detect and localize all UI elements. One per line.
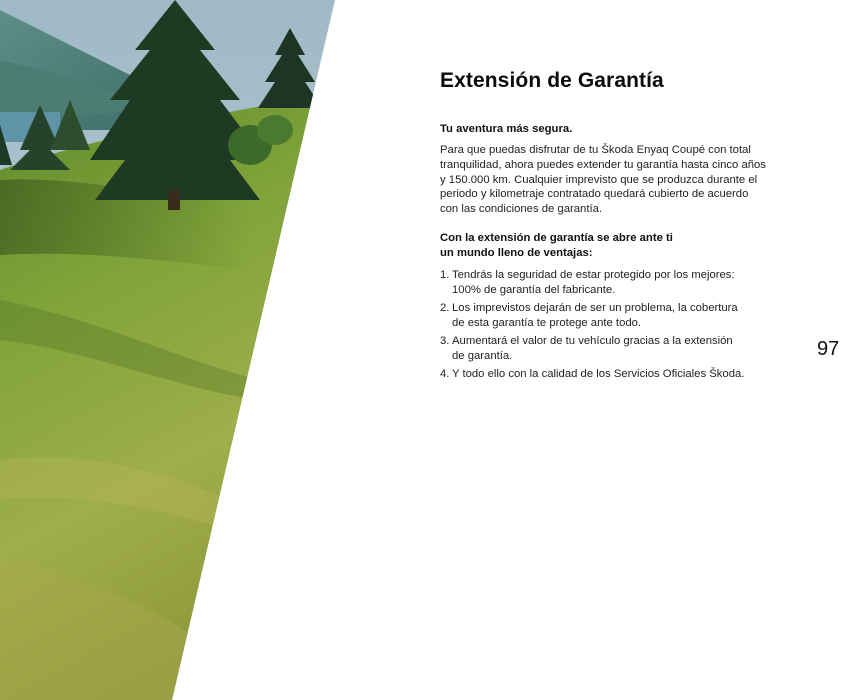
intro-paragraph bbox=[440, 143, 785, 217]
list-item bbox=[440, 334, 785, 364]
item-text bbox=[452, 367, 785, 382]
item-line: de esta garantía te protege ante todo. bbox=[452, 317, 642, 330]
item-line: Y todo ello con la calidad de los Servicios Oficiales Škoda. bbox=[452, 368, 745, 381]
paragraph-line: periodo y kilometraje contratado quedará cubierto de acuerdo bbox=[440, 188, 749, 201]
page-title: Extensión de Garantía bbox=[440, 69, 664, 92]
benefits-heading bbox=[440, 231, 700, 260]
paragraph-line: tranquilidad, ahora puedes extender tu garantía hasta cinco años bbox=[440, 158, 766, 171]
paragraph-line: Para que puedas disfrutar de tu Škoda Enyaq Coupé con total bbox=[440, 144, 751, 156]
lead-heading: Tu aventura más segura. bbox=[440, 123, 573, 135]
item-line: Los imprevistos dejarán de ser un problema, la cobertura bbox=[452, 302, 738, 315]
item-line: 100% de garantía del fabricante. bbox=[452, 284, 616, 297]
text-column bbox=[440, 64, 785, 385]
page-number: 97 bbox=[817, 338, 840, 360]
subheading-line: Con la extensión de garantía se abre ante ti bbox=[440, 231, 673, 244]
paragraph-line: con las condiciones de garantía. bbox=[440, 203, 603, 216]
subheading-line: un mundo lleno de ventajas: bbox=[440, 246, 593, 259]
item-text bbox=[452, 268, 785, 298]
item-text bbox=[452, 301, 785, 331]
item-text bbox=[452, 334, 785, 364]
item-line: Tendrás la seguridad de estar protegido por los mejores: bbox=[452, 269, 735, 282]
list-item bbox=[440, 268, 785, 298]
item-number: 4. bbox=[440, 368, 450, 381]
item-number: 2. bbox=[440, 302, 450, 315]
item-number: 3. bbox=[440, 335, 450, 348]
paragraph-line: y 150.000 km. Cualquier imprevisto que se produzca durante el bbox=[440, 173, 758, 186]
list-item bbox=[440, 301, 785, 331]
item-line: de garantía. bbox=[452, 350, 513, 363]
benefits-list bbox=[440, 268, 785, 382]
item-line: Aumentará el valor de tu vehículo gracias a la extensión bbox=[452, 335, 733, 348]
item-number: 1. bbox=[440, 269, 450, 282]
list-item bbox=[440, 367, 785, 382]
